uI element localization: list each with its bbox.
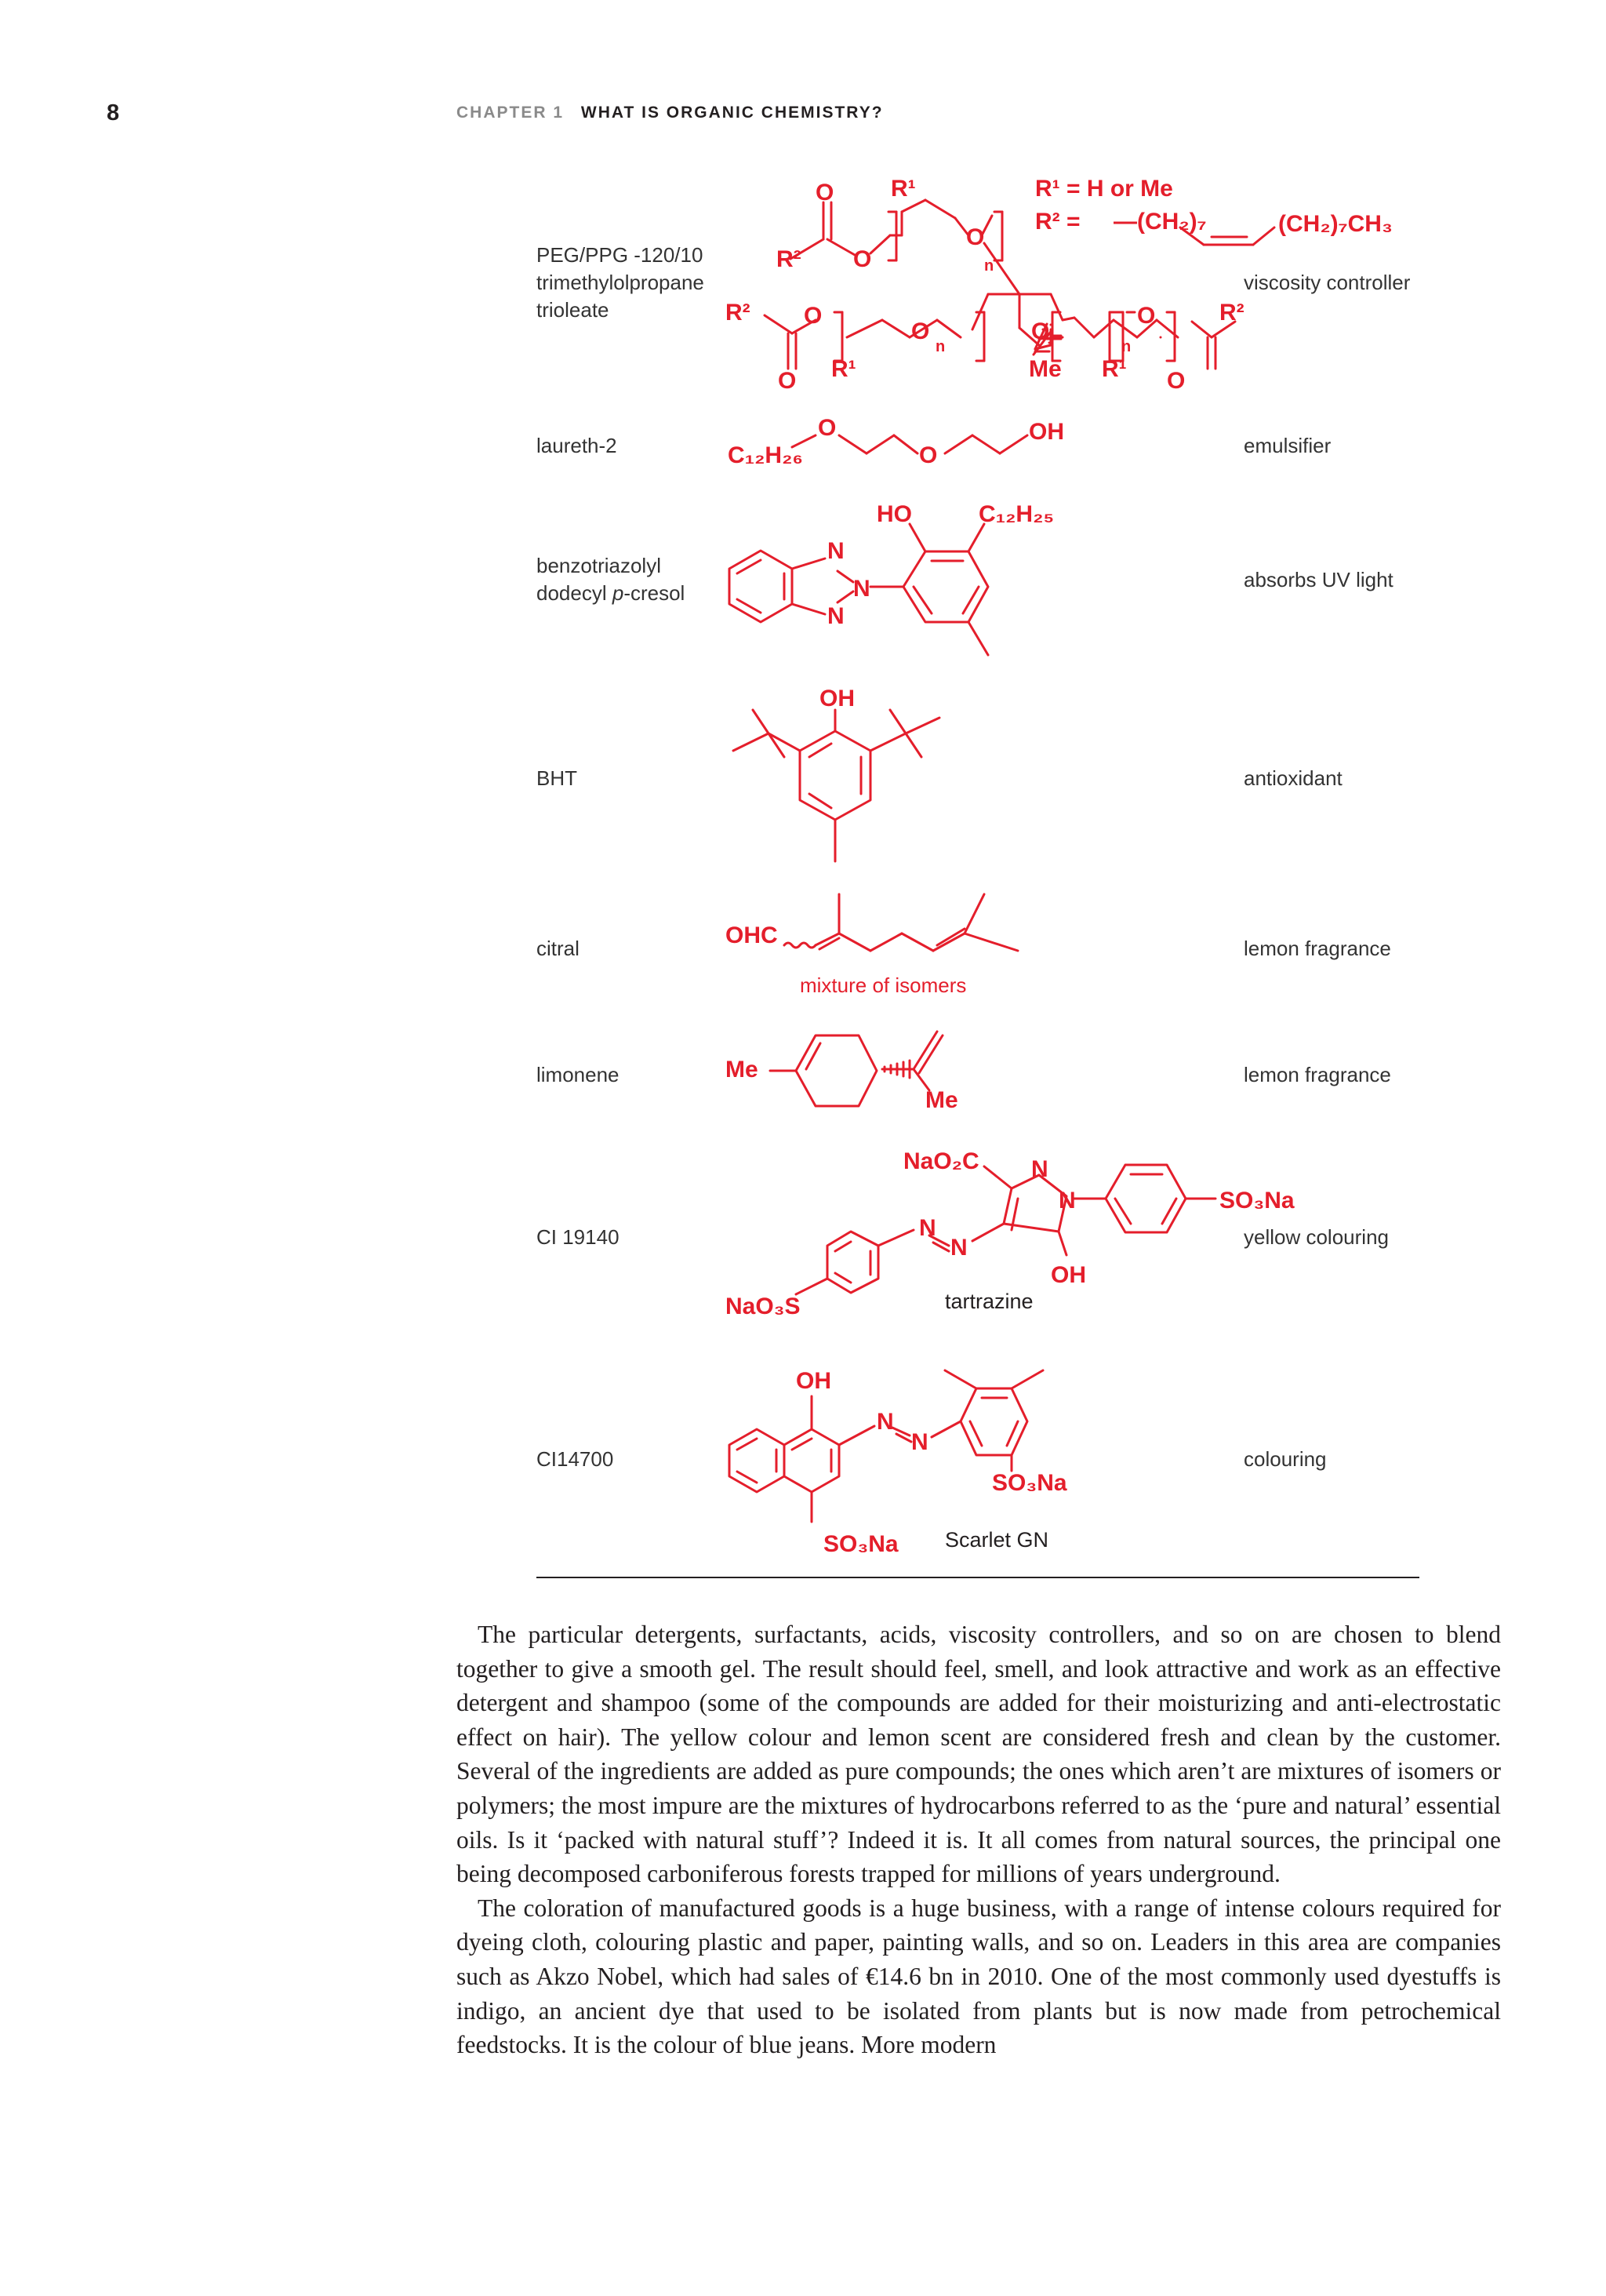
- row-use-viscosity: viscosity controller: [1244, 271, 1411, 294]
- atom-n: N: [919, 1215, 936, 1241]
- structure-bht: [733, 710, 939, 861]
- atom-o: O: [818, 415, 837, 441]
- row-name-ci14700: CI14700: [536, 1447, 614, 1471]
- row-use-uv: absorbs UV light: [1244, 568, 1393, 591]
- r1-definition: R¹ = H or Me: [1035, 176, 1173, 202]
- atom-o: O: [804, 303, 823, 329]
- structure-tartrazine: [796, 1165, 1215, 1294]
- atom-n: N: [1059, 1188, 1076, 1213]
- atom-r1: R¹: [1102, 356, 1127, 382]
- structure-tartrazine-labels: [725, 1148, 1295, 1319]
- row-use-yellow: yellow colouring: [1244, 1225, 1389, 1249]
- row-name-line: trimethylolpropane: [536, 271, 704, 294]
- running-head-chapter: CHAPTER 1: [456, 104, 565, 122]
- row-name-line: trioleate: [536, 298, 609, 322]
- atom-me: Me: [1029, 356, 1062, 382]
- atom-r2: R²: [1219, 300, 1244, 326]
- structure-benzotriazolyl-labels: [827, 501, 1054, 629]
- row-use-colouring: colouring: [1244, 1447, 1327, 1471]
- atom-n: N: [827, 538, 845, 564]
- structure-laureth-2-labels: [728, 415, 1064, 468]
- atom-oh: OH: [1051, 1262, 1086, 1288]
- atom-n: N: [1031, 1156, 1048, 1182]
- atom-o: O: [1137, 303, 1156, 329]
- structure-peg-ppg-labels: [725, 176, 1393, 394]
- atom-o: O: [911, 318, 930, 344]
- row-name-laureth: laureth-2: [536, 434, 617, 457]
- atom-n: N: [853, 576, 870, 602]
- atom-r2: R²: [725, 300, 750, 326]
- row-name-limonene: limonene: [536, 1063, 620, 1086]
- atom-c12h25: C₁₂H₂₅: [979, 501, 1055, 527]
- atom-n: N: [950, 1235, 968, 1261]
- table-rule: [536, 1577, 1419, 1578]
- body-text: [456, 1617, 1501, 2062]
- atom-o: O: [1031, 318, 1050, 344]
- scarlet-gn-label: Scarlet GN: [945, 1528, 1049, 1552]
- row-use-emulsifier: emulsifier: [1244, 434, 1332, 457]
- structure-limonene: [770, 1032, 943, 1106]
- r2-chain-end: (CH₂)₇CH₃: [1278, 211, 1393, 237]
- paragraph: The coloration of manufactured goods is a huge business, with a range of intense colours required for dyeing cloth, colouring plastic and paper, painting walls, and so on. Leaders in this area are companies such as Akzo Nobel, which had sales of €14.6 bn in 2010. One of the most commonly used dyestuffs is indigo, an ancient dye that used to be isolated from plants but is now made from petrochemical feedstocks. It is the colour of blue jeans. More modern: [456, 1894, 1501, 2059]
- atom-ho: HO: [877, 501, 912, 527]
- mixture-note: mixture of isomers: [800, 973, 967, 997]
- r2-chain-start: —(CH₂)₇: [1114, 209, 1207, 235]
- atom-me: Me: [925, 1087, 958, 1113]
- atom-so3na: SO₃Na: [823, 1531, 899, 1557]
- row-use-antioxidant: antioxidant: [1244, 766, 1343, 790]
- atom-r2: R²: [776, 246, 801, 272]
- atom-n-index: n: [936, 338, 946, 355]
- r2-definition: R² =: [1035, 209, 1081, 235]
- atom-n-index: n: [984, 257, 994, 275]
- atom-o: O: [919, 442, 938, 468]
- structure-bht-labels: [819, 686, 855, 711]
- atom-so3na: SO₃Na: [992, 1470, 1067, 1496]
- structure-citral: [784, 894, 1018, 951]
- atom-so3na: SO₃Na: [1219, 1188, 1295, 1213]
- running-head-title: WHAT IS ORGANIC CHEMISTRY?: [580, 104, 884, 122]
- atom-n: N: [877, 1409, 894, 1435]
- structure-scarlet-gn-labels: [796, 1368, 1067, 1557]
- structure-citral-labels: [725, 922, 966, 997]
- structure-scarlet-gn: [729, 1370, 1043, 1522]
- row-name-citral: citral: [536, 937, 580, 960]
- atom-c12h26: C₁₂H₂₆: [728, 442, 804, 468]
- atom-nao3s: NaO₃S: [725, 1294, 801, 1319]
- atom-n: N: [911, 1429, 928, 1455]
- row-name-ci19140: CI 19140: [536, 1225, 620, 1249]
- atom-oh: OH: [1029, 419, 1064, 445]
- atom-o: O: [816, 180, 834, 206]
- row-use-lemon-2: lemon fragrance: [1244, 1063, 1391, 1086]
- row-use-lemon-1: lemon fragrance: [1244, 937, 1391, 960]
- row-name-line: benzotriazolyl: [536, 554, 661, 577]
- atom-o: O: [853, 246, 872, 272]
- atom-me: Me: [725, 1057, 758, 1083]
- atom-oh: OH: [796, 1368, 831, 1394]
- row-name-bht: BHT: [536, 766, 577, 790]
- atom-nao2c: NaO₂C: [903, 1148, 979, 1174]
- tartrazine-label: tartrazine: [945, 1290, 1034, 1313]
- atom-o: O: [778, 368, 797, 394]
- row-name-line: PEG/PPG -120/10: [536, 243, 703, 267]
- atom-r1: R¹: [831, 356, 856, 382]
- row-name-line: dodecyl p-cresol: [536, 581, 685, 605]
- page-number: 8: [107, 100, 120, 126]
- atom-r1: R¹: [891, 176, 916, 202]
- atom-oh: OH: [819, 686, 855, 711]
- atom-o: O: [1167, 368, 1186, 394]
- atom-o: O: [966, 224, 985, 250]
- atom-n-index: n: [1121, 338, 1132, 355]
- atom-n: N: [827, 603, 845, 629]
- paragraph: The particular detergents, surfactants, acids, viscosity controllers, and so on are chosen to blend together to give a smooth gel. The result should feel, smell, and look attractive and work as an effective detergent and shampoo (some of the compounds are added for their moisturizing and anti-electrostatic effect on hair). The yellow colour and lemon scent are considered fresh and clean by the customer. Several of the ingredients are added as pure compounds; the ones which aren’t are mixtures of isomers or polymers; the most impure are the mixtures of hydrocarbons referred to as the ‘pure and natural’ essential oils. Is it ‘packed with natural stuff’? Indeed it is. It all comes from natural sources, the principal one being decomposed carboniferous forests trapped for millions of years underground.: [456, 1621, 1501, 1888]
- atom-ohc: OHC: [725, 922, 778, 948]
